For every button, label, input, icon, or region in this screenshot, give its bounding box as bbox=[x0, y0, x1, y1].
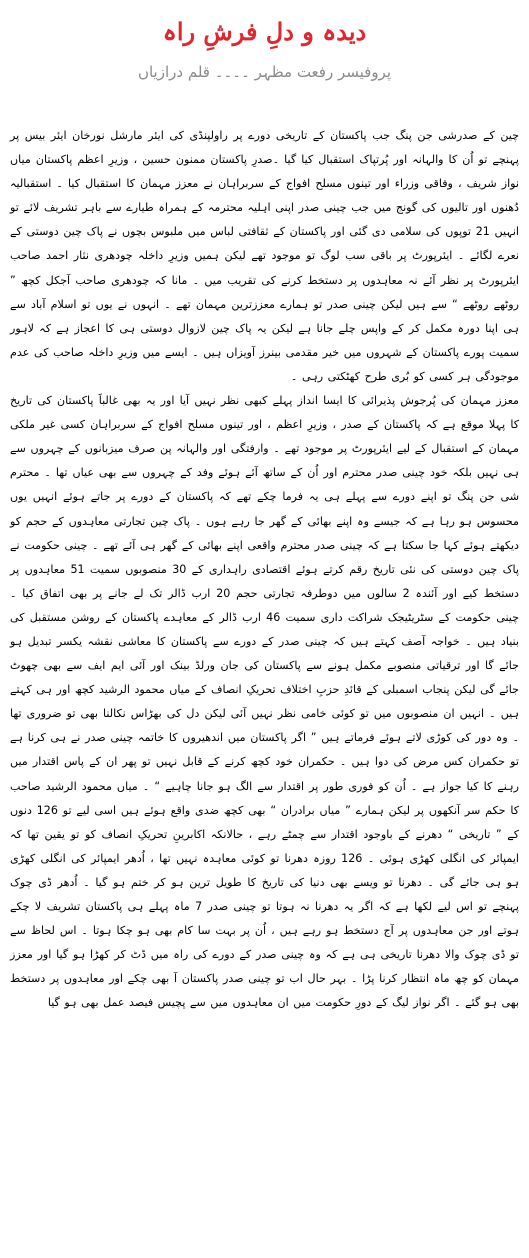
article-body bbox=[10, 124, 519, 1015]
author-byline: پروفیسر رفعت مظہر ۔۔۔۔ قلم درازیاں bbox=[137, 63, 392, 81]
page-title: دیدہ و دلِ فرشِ راہ bbox=[162, 17, 367, 46]
article-paragraph: چین کے صدرشی جن پنگ جب پاکستان کے تاریخی دورے پر راولپنڈی کی ایئر مارشل نورخان ایئر بیس پر پہنچے تو اُن کا والہانہ اور پُرتپاک استقبال کیا گیا ۔صدرِ پاکستان ممنون حسین ، وزیرِ اعظم پاکستان میاں نواز شریف ، وفاقی وزراء اور تینوں مسلح افواج کے سربراہان نے معزز مہمان کا استقبال کیا ۔ استقبالیہ دُھنوں اور تالیوں کی گونج میں جب چینی صدر اپنی اہلیہ محترمہ کے ہمراہ طیارے سے باہر تشریف لائے تو انہیں 21 توپوں کی سلامی دی گئی اور پاکستان کے ثقافتی لباس میں ملبوس بچوں نے پاک چین دوستی کے نعرے لگائے ۔ ایئرپورٹ پر باقی سب لوگ تو موجود تھے لیکن ہمیں وزیرِ داخلہ چودھری نثار احمد صاحب ایئرپورٹ پر نظر آئے نہ معاہدوں پر دستخط کرنے کی تقریب میں ۔ مانا کہ چودھری صاحب آجکل کچھ ” روٹھے روٹھے “ سے ہیں لیکن چینی صدر تو ہمارے معززترین مہمان تھے ۔ انہوں نے یوں تو اسلام آباد سے ہی اپنا دورہ مکمل کر کے واپس چلے جانا ہے لیکن یہ پاک چین لازوال دوستی ہی کا اعجاز ہے کہ لاہور سمیت پورے پاکستان کے شہروں میں خیر مقدمی بینرز آویزاں ہیں ۔ ایسے میں وزیرِ داخلہ صاحب کی عدم موجودگی ہر کسی کو بُری طرح کھٹکتی رہی ۔ bbox=[10, 129, 519, 383]
article-paragraph: معزز مہمان کی پُرجوش پذیرائی کا ایسا انداز پہلے کبھی نظر نہیں آیا اور یہ بھی غالباََ پاکستان کی تاریخ کا پہلا موقع ہے کہ پاکستان کے صدر ، وزیرِ اعظم ، اور تینوں مسلح افواج کے سربراہان کسی غیر ملکی مہمان کے استقبال کے لیے ایئرپورٹ پر موجود تھے ۔ وارفتگی اور والہانہ پن صرف میزبانوں کے چہروں سے ہی نہیں بلکہ خود چینی صدر محترم اور اُن کے ساتھ آئے ہوئے وفد کے چہروں سے بھی عیاں تھا ۔ محترم شی جن پنگ تو اپنے دورے سے پہلے ہی یہ فرما چکے تھے کہ پاکستان کے دورے پر جاتے ہوئے انہیں یوں محسوس ہو رہا ہے کہ جیسے وہ اپنے بھائی کے گھر جا رہے ہوں ۔ پاک چین تجارتی معاہدوں کے حجم کو دیکھتے ہوئے کہا جا سکتا ہے کہ چینی صدر محترم واقعی اپنے بھائی کے گھر ہی آئے تھے ۔ چینی حکومت نے پاک چین دوستی کی نئی تاریخ رقم کرتے ہوئے اقتصادی راہداری کے 30 منصوبوں سمیت 51 معاہدوں پر دستخط کیے اور آئندہ 2 سالوں میں دوطرفہ تجارتی حجم 20 ارب ڈالر تک لے جانے پر بھی اتفاق کیا ۔ چینی حکومت کے سٹریٹیجک شراکت داری سمیت 46 ارب ڈالر کے معاہدے پاکستان کے روشن مستقبل کی بنیاد ہیں ۔ خواجہ آصف کہتے ہیں کہ چینی صدر کے دورے سے پاکستان کا معاشی نقشہ یکسر تبدیل ہو جائے گا اور ترقیاتی منصوبے مکمل ہونے سے پاکستان کی جان ورلڈ بینک اور آئی ایم ایف سے بھی چھوٹ جائے گی لیکن پنجاب اسمبلی کے قائدِ حزبِ اختلاف تحریکِ انصاف کے میاں محمود الرشید کچھ اور ہی کہتے ہیں ۔ انہیں ان منصوبوں میں تو کوئی خامی نظر نہیں آئی لیکن دل کی بھڑاس نکالنا بھی تو ضروری تھا ۔ وہ دور کی کوڑی لاتے ہوئے فرماتے ہیں ” اگر پاکستان میں اندھیروں کا خاتمہ چینی صدر نے ہی کرنا ہے تو حکمران کس مرض کی دوا ہیں ۔ حکمران خود کچھ کرنے کے قابل نہیں تو پھر ان کے پاس اقتدار میں رہنے کا کیا جواز ہے ۔ اُن کو فوری طور پر اقتدار سے الگ ہو جانا چاہیے “ ۔ میاں محمود الرشید صاحب کا حکم سر آنکھوں پر لیکن ہمارے ” میاں برادران “ بھی کچھ ضدی واقع ہوئے ہیں اسی لیے تو 126 دنوں کے ” تاریخی “ دھرنے کے باوجود اقتدار سے چمٹے رہے ، حالانکہ اکابرینِ تحریکِ انصاف کو تو یقین تھا کہ ایمپائر کی انگلی کھڑی ہوئی ۔ 126 روزہ دھرنا تو کوئی معاہدہ نہیں تھا ، اُدھر ایمپائر کی انگلی کھڑی ہو ہی جائے گی ۔ دھرنا تو ویسے بھی دنیا کی تاریخ کا طویل ترین ہو کر ختم ہو گیا ۔ اُدھر ڈی چوک پہنچے تو اس لیے لکھا ہے کہ اگر یہ دھرنا نہ ہوتا تو چینی صدر 7 ماہ پہلے ہی پاکستان تشریف لا چکے ہوتے اور جن معاہدوں پر آج دستخط ہو رہے ہیں ، اُن پر بہت سا کام بھی ہو چکا ہوتا ۔ اس لحاظ سے تو ڈی چوک والا دھرنا تاریخی ہی ہے کہ وہ چینی صدر کے دورے کی راہ میں ڈٹ کر کھڑا ہو گیا اور معزز مہمان کو چھ ماہ انتظار کرنا پڑا ۔ بہر حال اب تو چینی صدر پاکستان آ بھی چکے اور معاہدوں پر دستخط بھی ہو گئے ۔ اگر نواز لیگ کے دورِ حکومت میں ان معاہدوں میں سے پچیس فیصد عمل بھی ہو گیا bbox=[10, 394, 520, 1010]
